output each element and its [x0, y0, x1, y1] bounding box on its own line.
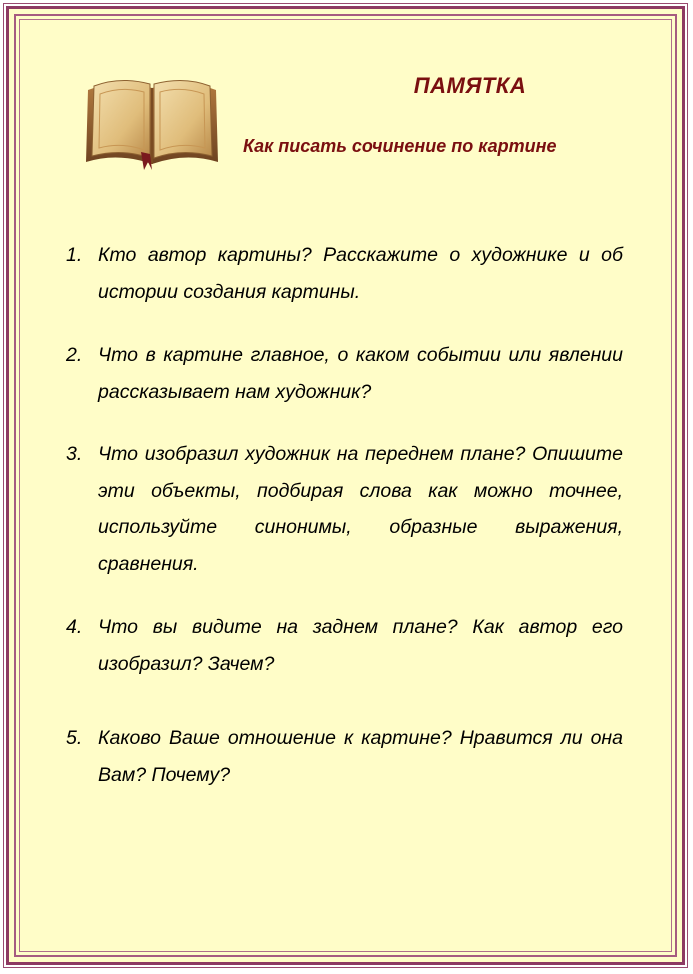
- item-text: Что вы видите на заднем плане? Как автор его изобразил? Зачем?: [98, 616, 623, 675]
- item-number: 1.: [66, 244, 83, 266]
- item-number: 5.: [66, 727, 83, 749]
- item-text: Что изобразил художник на переднем плане? Опишите эти объекты, подбирая слова как можно точнее, используйте синонимы, образные выражения, сравнения.: [98, 443, 623, 575]
- page-title: ПАМЯТКА: [413, 73, 527, 98]
- item-number: 4.: [66, 616, 83, 638]
- item-text: Что в картине главное, о каком событии или явлении рассказывает нам художник?: [98, 344, 623, 403]
- list-item: [60, 609, 623, 682]
- list-item: [60, 436, 623, 582]
- open-book-icon: [82, 70, 222, 174]
- item-number: 2.: [66, 344, 83, 366]
- list-item: [60, 237, 623, 310]
- question-list: [60, 237, 623, 793]
- item-text: Кто автор картины? Расскажите о художнике и об истории создания картины.: [98, 244, 623, 303]
- list-item: [60, 337, 623, 410]
- list-item: [60, 720, 623, 793]
- item-number: 3.: [66, 443, 83, 465]
- page-subtitle: Как писать сочинение по картине: [243, 136, 557, 156]
- item-text: Каково Ваше отношение к картине? Нравится ли она Вам? Почему?: [98, 727, 623, 786]
